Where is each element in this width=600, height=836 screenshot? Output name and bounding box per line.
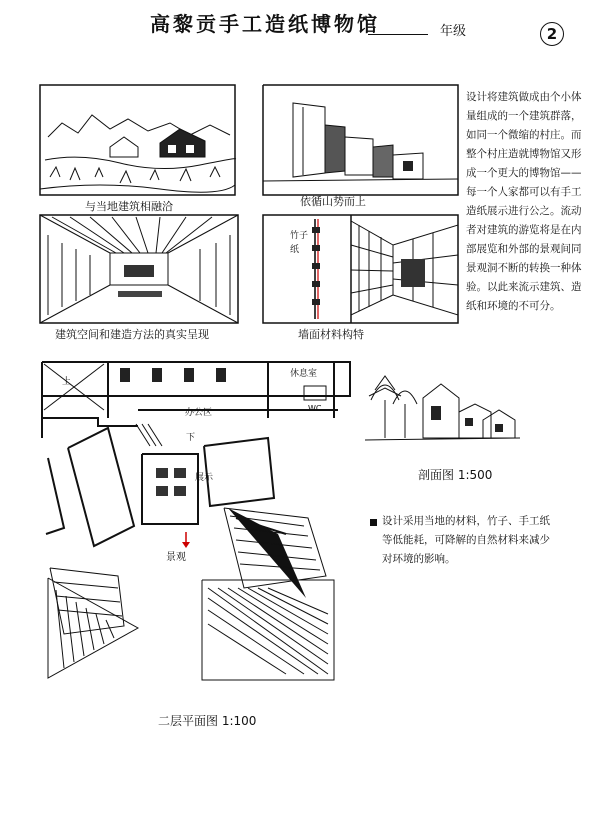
wall-label-mid: 纸 [290, 245, 300, 255]
landform-caption: 依循山势而上 [300, 195, 366, 208]
plan-stair-label: 上 [62, 377, 72, 387]
plan-exhibit-label: 展示 [195, 473, 214, 483]
plan-wc-label: WC [308, 404, 322, 413]
plan-room-label: 休息室 [290, 369, 318, 379]
grade-underline [368, 34, 428, 35]
page-title: 高黎贡手工造纸博物馆 [150, 12, 380, 36]
page-number: 2 [540, 22, 564, 46]
material-notes: 设计采用当地的材料，竹子、手工纸等低能耗，可降解的自然材料来减少对环境的影响。 [382, 515, 550, 565]
section-sketch [365, 360, 520, 450]
plan-caption: 二层平面图 1:100 [158, 714, 257, 728]
wall-caption: 墙面材料构特 [298, 328, 364, 341]
bullet-square [370, 519, 377, 526]
plan-down-label: 下 [186, 433, 196, 443]
plan-view-label: 景观 [166, 552, 186, 563]
grade-label: 年级 [440, 24, 467, 39]
interior-sketch [40, 215, 238, 323]
village-sketch [40, 85, 235, 195]
design-notes: 设计将建筑做成由个小体量组成的一个建筑群落，如同一个微缩的村庄。而整个村庄造就博物馆又形成一个更大的博物馆——每一个人家都可以有手工造纸展示进行公之。流动者对建筑的游览将是在内部展览和外部的景观间同景观洞不断的转换一种体验。以此来流示建筑、造纸和环境的不可分。 [466, 91, 582, 312]
landform-sketch [263, 85, 458, 195]
wall-label-top: 竹子 [290, 231, 309, 241]
village-caption: 与当地建筑相融洽 [85, 200, 173, 213]
plan-office-label: 办公区 [185, 408, 213, 418]
interior-caption: 建筑空间和建造方法的真实呈现 [55, 328, 209, 341]
section-caption: 剖面图 1:500 [418, 468, 493, 482]
